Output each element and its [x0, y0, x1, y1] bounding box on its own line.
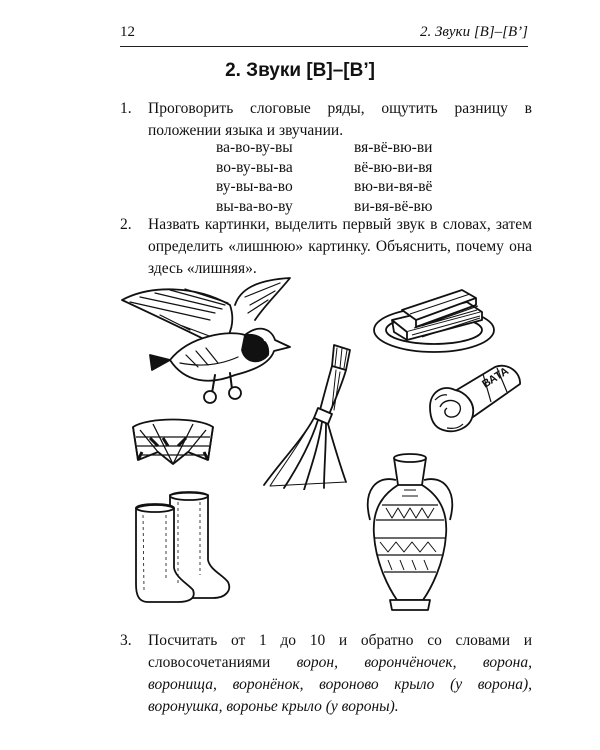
syllable-hard: вы-ва-во-ву — [216, 197, 293, 215]
task-3-text — [148, 630, 532, 718]
task-3 — [120, 630, 532, 718]
task-2-text: Назвать картинки, выделить первый звук в словах, затем определить «лишнюю» картинку. Объяснить, почему она здесь «лишняя». — [148, 216, 532, 277]
task-2 — [120, 214, 532, 280]
syllable-hard: ву-вы-ва-во — [216, 178, 293, 195]
syllable-soft: вю-ви-вя-вё — [354, 178, 433, 195]
syllable-row — [216, 177, 474, 197]
syllable-row — [216, 138, 474, 158]
task-1 — [120, 98, 532, 142]
task-3-intro: Посчитать от 1 до 10 и обратно со словами и словосочетаниями — [148, 632, 532, 671]
syllable-hard: во-ву-вы-ва — [216, 158, 293, 176]
syllable-soft: ви-вя-вё-вю — [354, 197, 433, 215]
task-3-examples: ворон, ворончёночек, ворона, воронища, воронёнок, вороново крыло (у ворона), воронушка, воронье крыло (у вороны). — [148, 654, 532, 715]
amphora-picture — [352, 450, 467, 615]
page-number: 12 — [120, 24, 135, 40]
syllable-row — [216, 158, 474, 178]
running-title: 2. Звуки [В]–[В’] — [419, 24, 528, 40]
chapter-title: 2. Звуки [В]–[В’] — [225, 60, 375, 81]
syllable-soft: вя-вё-вю-ви — [354, 139, 433, 156]
task-1-number: 1. — [120, 100, 132, 117]
page-header — [120, 20, 528, 47]
task-3-number: 3. — [120, 632, 132, 649]
task-2-number: 2. — [120, 216, 132, 233]
waffles-plate-picture — [372, 282, 497, 357]
syllable-table — [216, 138, 474, 216]
felt-boots-picture — [128, 490, 238, 605]
syllable-hard: ва-во-ву-вы — [216, 139, 293, 156]
broom-picture — [262, 340, 362, 490]
cotton-wool-label: ВАТА — [480, 365, 511, 391]
collar-picture — [128, 412, 218, 467]
syllable-soft: вё-вю-ви-вя — [354, 158, 433, 176]
task-1-text: Проговорить слоговые ряды, ощутить разницу в положении языка и звучании. — [148, 100, 532, 139]
cotton-wool-picture — [425, 362, 525, 437]
